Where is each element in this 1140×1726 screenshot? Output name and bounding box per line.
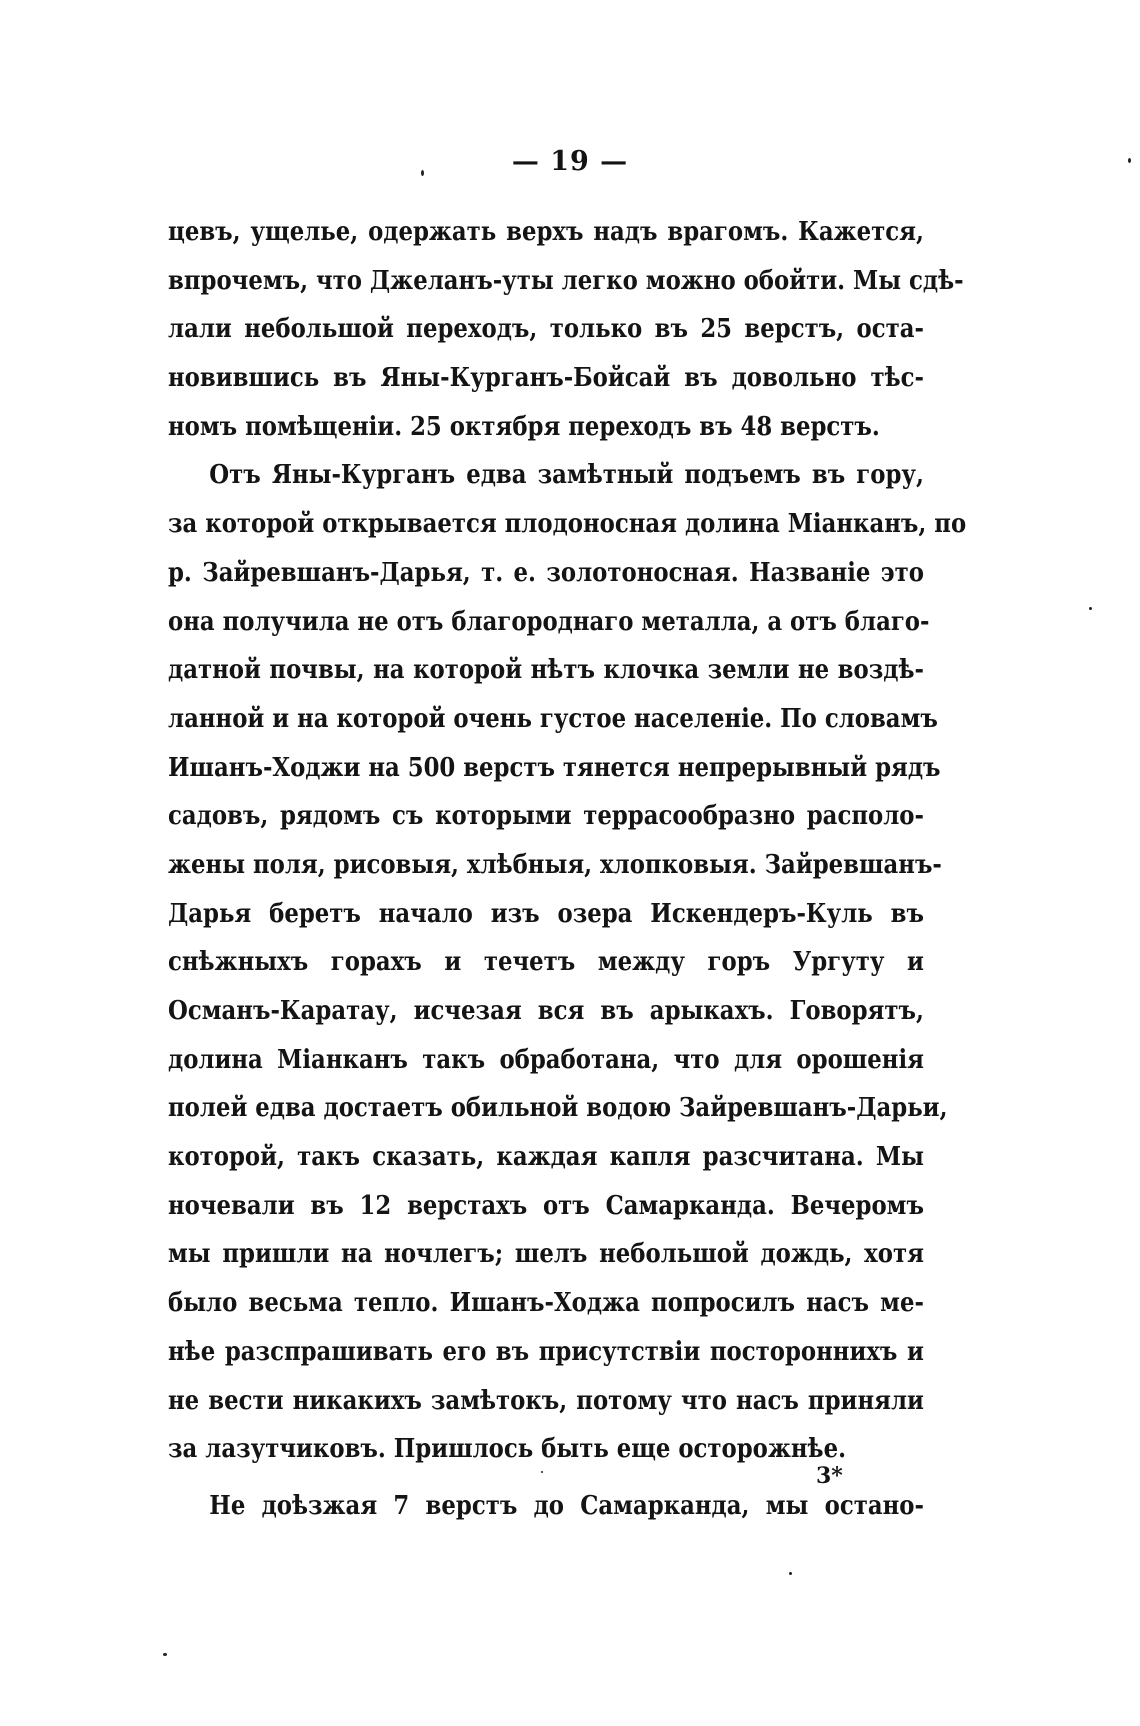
text-line: за которой открывается плодоносная долина Міанканъ, по: [168, 508, 967, 540]
text-line: которой, такъ сказать, каждая капля разсчитана. Мы: [168, 1141, 924, 1173]
text-line: Османъ-Каратау, исчезая вся въ арыкахъ. Говорятъ,: [168, 995, 924, 1026]
scan-speck: [1089, 607, 1092, 610]
text-line: ночевали въ 12 верстахъ отъ Самарканда. Вечеромъ: [168, 1189, 924, 1221]
text-line: жены поля, рисовыя, хлѣбныя, хлопковыя. Зайревшанъ-: [168, 848, 942, 880]
text-line: Ишанъ-Ходжи на 500 верстъ тянется непрерывный рядъ: [168, 751, 941, 783]
page-number: — 19 —: [511, 146, 629, 177]
text-line: лали небольшой переходъ, только въ 25 верстъ, оста-: [168, 313, 924, 345]
text-line: садовъ, рядомъ съ которыми террасообразно располо-: [168, 800, 924, 832]
text-line: полей едва достаетъ обильной водою Зайревшанъ-Дарьи,: [168, 1092, 948, 1124]
text-line: не вести никакихъ замѣтокъ, потому что насъ приняли: [168, 1384, 924, 1416]
text-line: было весьма тепло. Ишанъ-Ходжа попросилъ насъ ме-: [168, 1287, 924, 1319]
text-line: мы пришли на ночлегъ; шелъ небольшой дождь, хотя: [168, 1238, 924, 1270]
text-line: датной почвы, на которой нѣтъ клочка земли не воздѣ-: [168, 654, 924, 686]
scan-speck: [541, 1471, 543, 1473]
text-line: новившись въ Яны-Курганъ-Бойсай въ довольно тѣс-: [168, 362, 924, 394]
text-line: ланной и на которой очень густое населеніе. По словамъ: [168, 702, 938, 734]
text-line: Не доѣзжая 7 верстъ до Самарканда, мы остано-: [209, 1489, 924, 1521]
text-line: за лазутчиковъ. Пришлось быть еще осторожнѣе.: [168, 1433, 847, 1465]
text-line: снѣжныхъ горахъ и течетъ между горъ Ургуту и: [168, 946, 924, 978]
text-line: Отъ Яны-Курганъ едва замѣтный подъемъ въ гору,: [209, 459, 924, 491]
signature-mark: 3*: [816, 1463, 843, 1489]
scan-speck: [163, 1653, 167, 1656]
text-line: она получила не отъ благороднаго металла, а отъ благо-: [168, 605, 930, 637]
text-line: Дарья беретъ начало изъ озера Искендеръ-Куль въ: [168, 897, 924, 929]
scan-speck: [421, 170, 424, 176]
scan-speck: [1128, 158, 1131, 163]
text-line: номъ помѣщеніи. 25 октября переходъ въ 48 верстъ.: [168, 410, 880, 442]
text-line: долина Міанканъ такъ обработана, что для орошенія: [168, 1043, 924, 1075]
scan-speck: [789, 1572, 792, 1575]
text-line: впрочемъ, что Джеланъ-уты легко можно обойти. Мы сдѣ-: [168, 264, 964, 296]
text-line: р. Зайревшанъ-Дарья, т. е. золотоносная. Названіе это: [168, 556, 924, 588]
body-text: [168, 208, 967, 1531]
text-line: нѣе разспрашивать его въ присутствіи постороннихъ и: [168, 1335, 924, 1367]
text-line: цевъ, ущелье, одержать верхъ надъ врагомъ. Кажется,: [168, 216, 924, 247]
